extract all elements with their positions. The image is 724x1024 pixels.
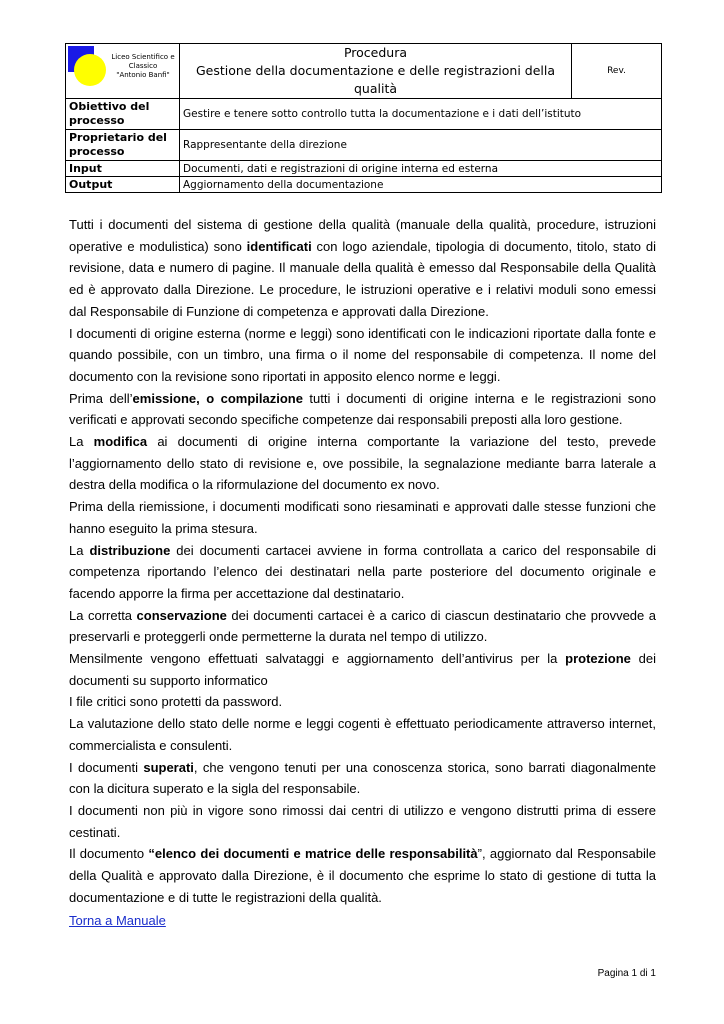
- title-line2: Gestione della documentazione e delle registrazioni della qualità: [195, 63, 556, 96]
- title-line1: Procedura: [343, 45, 408, 60]
- paragraph: Prima della riemissione, i documenti modificati sono riesaminati e approvati dalle stesse funzioni che hanno eseguito la prima stesura.: [69, 499, 656, 536]
- revision-cell: Rev.: [572, 44, 662, 99]
- logo-cell: [66, 44, 180, 99]
- school-name: [108, 53, 178, 80]
- paragraph: La modifica ai documenti di origine interna comportante la variazione del testo, prevede l’aggiornamento dello stato di revisione e, ove possibile, la segnalazione mediante barra laterale a destra della modifica o la riformulazione del documento ex novo.: [69, 434, 656, 493]
- school-name-line: Liceo Scientifico e: [111, 53, 175, 61]
- school-logo: [68, 46, 108, 86]
- paragraph: I documenti superati, che vengono tenuti per una conoscenza storica, sono barrati diagonalmente con la dicitura superato e la sigla del responsabile.: [69, 759, 656, 797]
- paragraph: La valutazione dello stato delle norme e leggi cogenti è effettuato periodicamente attraverso internet, commercialista e consulenti.: [69, 716, 656, 753]
- row-value: Gestire e tenere sotto controllo tutta la documentazione e i dati dell’istituto: [180, 99, 662, 130]
- paragraph: La distribuzione dei documenti cartacei avviene in forma controllata a carico del responsabile di competenza riportando l’elenco dei destinatari nella parte posteriore del documento originale e facendo apporre la firma per accettazione dal destinatario.: [69, 542, 656, 601]
- row-label: Output: [66, 177, 180, 193]
- school-name-line: Classico: [128, 62, 158, 70]
- row-label: Obiettivo del processo: [66, 99, 180, 130]
- header-table: [65, 43, 662, 193]
- row-value: Rappresentante della direzione: [180, 130, 662, 161]
- paragraph: Tutti i documenti del sistema di gestione della qualità (manuale della qualità, procedure, istruzioni operative e modulistica) sono identificati con logo aziendale, tipologia di documento, titolo, stato di revisione, data e numero di pagine. Il manuale della qualità è emesso dal Responsabile della Qualità ed è approvato dalla Direzione. Le procedure, le istruzioni operative e i relativi moduli sono emessi dal Responsabile di Funzione di competenza e approvati dalla Direzione.: [69, 217, 657, 319]
- paragraph: Il documento “elenco dei documenti e matrice delle responsabilità”, aggiornato dal Responsabile della Qualità e approvato dalla Direzione, è il documento che esprime lo stato di gestione di tutta la documentazione e di tutte le registrazioni della qualità.: [69, 846, 657, 905]
- row-label: Proprietario del processo: [66, 130, 180, 161]
- procedure-title: [180, 44, 572, 99]
- paragraph: I file critici sono protetti da password.: [69, 694, 283, 710]
- paragraph: La corretta conservazione dei documenti cartacei è a carico di ciascun destinatario che provvede a preservarli e proteggerli onde permetterne la durata nel tempo di utilizzo.: [69, 607, 656, 645]
- paragraph: Mensilmente vengono effettuati salvataggi e aggiornamento dell’antivirus per la protezione dei documenti su supporto informatico: [69, 651, 656, 688]
- page-number: Pagina 1 di 1: [597, 968, 656, 979]
- paragraph: I documenti di origine esterna (norme e leggi) sono identificati con le indicazioni riportate dalla fonte e quando possibile, con un timbro, una firma o il nome del responsabile di competenza. Il nome del documento con la revisione sono riportati in apposito elenco norme e leggi.: [69, 325, 656, 384]
- back-to-manual-link[interactable]: Torna a Manuale: [69, 913, 166, 928]
- row-value: Aggiornamento della documentazione: [180, 177, 662, 193]
- paragraph: I documenti non più in vigore sono rimossi dai centri di utilizzo e vengono distrutti prima di essere cestinati.: [69, 802, 656, 840]
- paragraph: Prima dell’emissione, o compilazione tutti i documenti di origine interna e le registrazioni sono verificati e approvati secondo specifiche competenze dai responsabili preposti alla loro gestione.: [69, 390, 656, 428]
- school-name-line: "Antonio Banfi": [116, 71, 170, 79]
- row-value: Documenti, dati e registrazioni di origine interna ed esterna: [180, 161, 662, 177]
- row-label: Input: [66, 161, 180, 177]
- document-body: [69, 214, 656, 909]
